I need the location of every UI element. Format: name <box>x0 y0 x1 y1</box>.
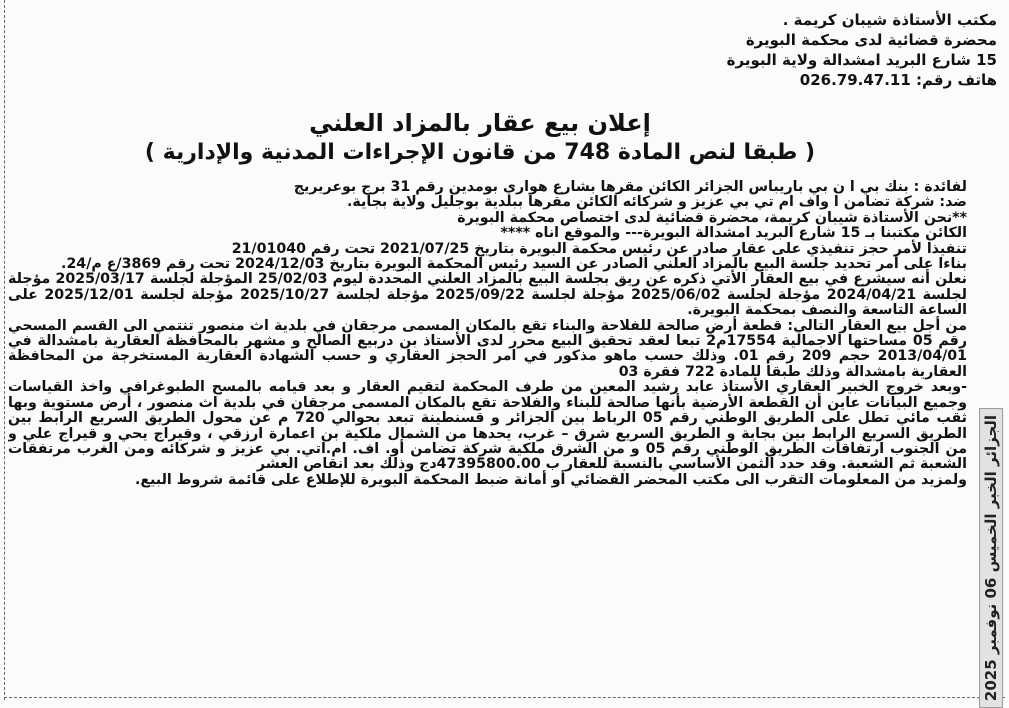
paragraph-sessions: نعلن أنه سيشرع في بيع العقار الأتي ذكره عن ريق بجلسة البيع بالمزاد العلني المحددة ليوم 25/02/03 المؤجلة لجلسة 2025/03/17 مؤجلة لجلسة 2024/04/21 مؤجلة لجلسة 2025/06/02 مؤجلة لجلسة 2025/09/22 مؤجلة لجلسة 2025/10/27 مؤجلة لجلسة 2025/12/01 على الساعة التاسعة والنصف بمحكمة البويرة. <box>8 271 967 319</box>
paragraph-expert: -وبعد خروج الخبير العقاري الأستاذ عابد رشيد المعين من طرف المحكمة لتقيم العقار و بعد قيامه بالمسح الطبوغرافي واخذ القياسات وجميع البيانات عاين أن القطعة الأرضية بأنها صالحة للبناء والفلاحة تقع بالمكان المسمى مرجقان في بلدية اث منصور ، أرض مستوية وبها ثقب مائي تطل على الطريق الوطني رقم 05 الرباط بين الجزائر و قسنطينة تبعد بحوالي 720 م عن محول الطريق السريع الرابط بين الطريق السريع الرابط بين بجاية و الطريق السريع شرق – غرب، يحدها من الشمال ملكية بن اعمارة ارزقي ، وقيراج يحي و قيراج علي و من الجنوب ارتفاقات الطريق الوطني رقم 05 و من الشرق ملكية شركة تضامن أو. اف. ام.اتي. بي عزيز و شركائه ومن الغرب مرتفقات الشعبة ثم الشعبة. وقد حدد الثمن الأساسي بالنسبة للعقار ب 47395800.00دج وذلك بعد انقاص العشر <box>8 379 967 473</box>
paragraph-property: من أجل بيع العقار التالي: قطعة أرض صالحة للفلاحة والبناء تقع بالمكان المسمى مرجقان في بلدية اث منصور تنتمي الى القسم المسحي رقم 05 مساحتها الاجمالية 17554م2 تبعا لعقد تحقيق البيع محرر لدى الأستاذ بن دربيع الصالح و مشهر بالمحافظة العقارية بامشدالة في 2013/04/01 حجم 209 رقم 01. وذلك حسب ماهو مذكور في امر الحجز العقاري و حسب الشهادة العقارية المستخرجة من المحافظة العقارية بامشدالة وذلك طبقا للمادة 722 فقرة 03 <box>8 317 967 380</box>
paragraph-bailiff: **نحن الأستاذة شيبان كريمة، محضرة قضائية لدى اختصاص محكمة البويرة <box>457 209 967 226</box>
dashed-border-bottom <box>4 697 1005 698</box>
title-line-1: إعلان بيع عقار بالمزاد العلني <box>309 109 651 137</box>
newspaper-stamp <box>977 414 1005 701</box>
paragraph-contact: ولمزيد من المعلومات التقرب الى مكتب المحضر القضائي أو أمانة ضبط المحكمة البويرة للإطلاع على قائمة شروط البيع. <box>134 471 967 488</box>
paragraph-seizure-order: تنفيذا لأمر حجز تنفيذي على عقار صادر عن رئيس محكمة البويرة بتاريخ 2021/07/25 تحت رقم 21/01040 <box>231 240 967 257</box>
office-phone: هاتف رقم: 026.79.47.11 <box>799 71 997 89</box>
paragraph-against: ضد: شركة تضامن ا واف ام تي بي عزيز و شركائه الكائن مقرها ببلدية بوجليل ولاية بجاية. <box>347 194 967 211</box>
notice-body <box>8 180 967 692</box>
paragraph-beneficiary: لفائدة : بنك بي ا ن بي باريباس الجزائر الكائن مقرها بشارع هواري بومدين رقم 31 برج بوعريريج <box>293 180 967 195</box>
stamp-text: الجزائر الخبر الخميس 06 نوفمبر 2025 <box>979 407 1003 707</box>
title-line-2: ( طبقا لنص المادة 748 من قانون الإجراءات المدنية والإدارية ) <box>144 140 816 165</box>
office-role: محضرة قضائية لدى محكمة البويرة <box>745 31 997 49</box>
notice-title <box>120 108 840 168</box>
office-name: مكتب الأستاذة شيبان كريمة . <box>782 11 997 29</box>
bailiff-header <box>577 10 997 90</box>
paragraph-office: الكائن مكتبنا بـ 15 شارع البريد امشدالة البويرة--- والموقع اناه **** <box>500 225 967 242</box>
office-address: 15 شارع البريد امشدالة ولاية البويرة <box>726 51 997 69</box>
paragraph-session-order: بناءا على أمر تحديد جلسة البيع بالمزاد العلني الصادر عن السيد رئيس المحكمة البويرة بتاريخ 2024/12/03 تحت رقم 3869/ع م/24. <box>61 256 967 273</box>
dashed-border-left <box>4 0 5 700</box>
